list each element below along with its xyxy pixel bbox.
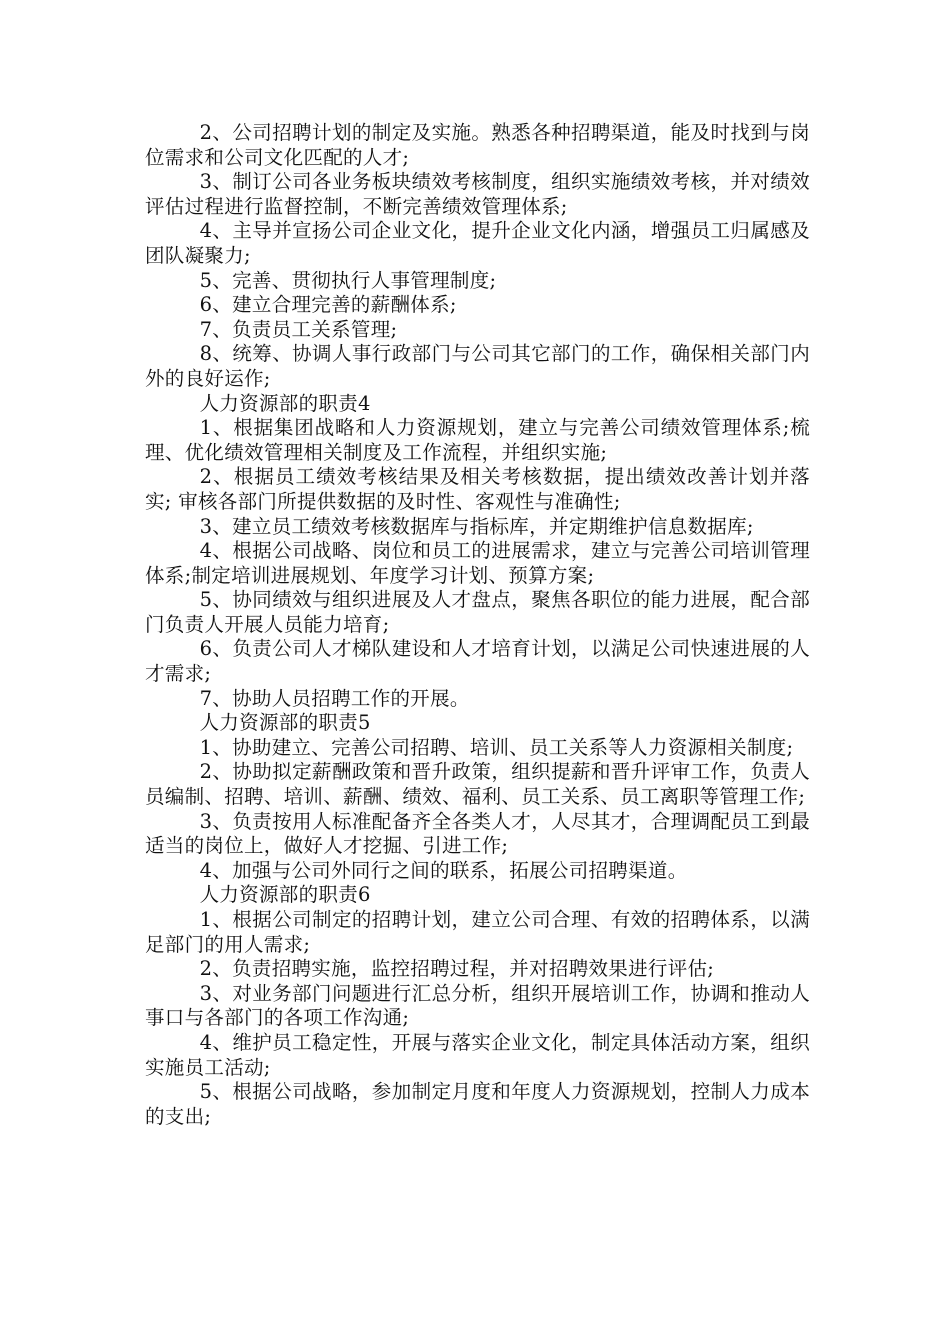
list-item: 2、负责招聘实施，监控招聘过程，并对招聘效果进行评估; bbox=[199, 957, 715, 981]
document-body bbox=[145, 121, 810, 1129]
list-item: 4、加强与公司外同行之间的联系，拓展公司招聘渠道。 bbox=[199, 858, 688, 882]
list-item: 3、建立员工绩效考核数据库与指标库，并定期维护信息数据库; bbox=[199, 514, 754, 538]
list-item: 7、负责员工关系管理; bbox=[199, 317, 398, 341]
list-item: 4、主导并宣扬公司企业文化，提升企业文化内涵，增强员工归属感及团队凝聚力; bbox=[145, 219, 810, 267]
list-item: 5、协同绩效与组织进展及人才盘点，聚焦各职位的能力进展，配合部门负责人开展人员能力培育; bbox=[145, 588, 810, 636]
list-item: 2、公司招聘计划的制定及实施。熟悉各种招聘渠道，能及时找到与岗位需求和公司文化匹配的人才; bbox=[145, 121, 810, 169]
section-heading: 人力资源部的职责6 bbox=[199, 883, 371, 907]
list-item: 4、根据公司战略、岗位和员工的进展需求，建立与完善公司培训管理体系;制定培训进展规划、年度学习计划、预算方案; bbox=[145, 539, 810, 587]
list-item: 8、统筹、协调人事行政部门与公司其它部门的工作，确保相关部门内外的良好运作; bbox=[145, 342, 810, 390]
list-item: 3、对业务部门问题进行汇总分析，组织开展培训工作，协调和推动人事口与各部门的各项工作沟通; bbox=[145, 981, 810, 1030]
list-item: 1、根据集团战略和人力资源规划，建立与完善公司绩效管理体系;梳理、优化绩效管理相关制度及工作流程，并组织实施; bbox=[145, 416, 810, 464]
section-heading: 人力资源部的职责5 bbox=[199, 711, 371, 735]
list-item: 6、负责公司人才梯队建设和人才培育计划，以满足公司快速进展的人才需求; bbox=[145, 637, 810, 686]
list-item: 6、建立合理完善的薪酬体系; bbox=[199, 293, 457, 317]
list-item: 5、根据公司战略，参加制定月度和年度人力资源规划，控制人力成本的支出; bbox=[145, 1080, 810, 1128]
list-item: 2、根据员工绩效考核结果及相关考核数据，提出绩效改善计划并落实; 审核各部门所提供数据的及时性、客观性与准确性; bbox=[145, 465, 810, 513]
list-item: 3、负责按用人标准配备齐全各类人才，人尽其才，合理调配员工到最适当的岗位上，做好人才挖掘、引进工作; bbox=[145, 809, 810, 858]
list-item: 2、协助拟定薪酬政策和晋升政策，组织提薪和晋升评审工作，负责人员编制、招聘、培训、薪酬、绩效、福利、员工关系、员工离职等管理工作; bbox=[145, 760, 810, 809]
list-item: 1、根据公司制定的招聘计划，建立公司合理、有效的招聘体系，以满足部门的用人需求; bbox=[145, 908, 810, 956]
list-item: 3、制订公司各业务板块绩效考核制度，组织实施绩效考核，并对绩效评估过程进行监督控制，不断完善绩效管理体系; bbox=[145, 170, 810, 218]
list-item: 7、协助人员招聘工作的开展。 bbox=[199, 686, 470, 710]
list-item: 5、完善、贯彻执行人事管理制度; bbox=[199, 268, 497, 292]
list-item: 4、维护员工稳定性，开展与落实企业文化，制定具体活动方案，组织实施员工活动; bbox=[145, 1030, 810, 1079]
section-heading: 人力资源部的职责4 bbox=[199, 391, 371, 415]
list-item: 1、协助建立、完善公司招聘、培训、员工关系等人力资源相关制度; bbox=[199, 735, 794, 759]
